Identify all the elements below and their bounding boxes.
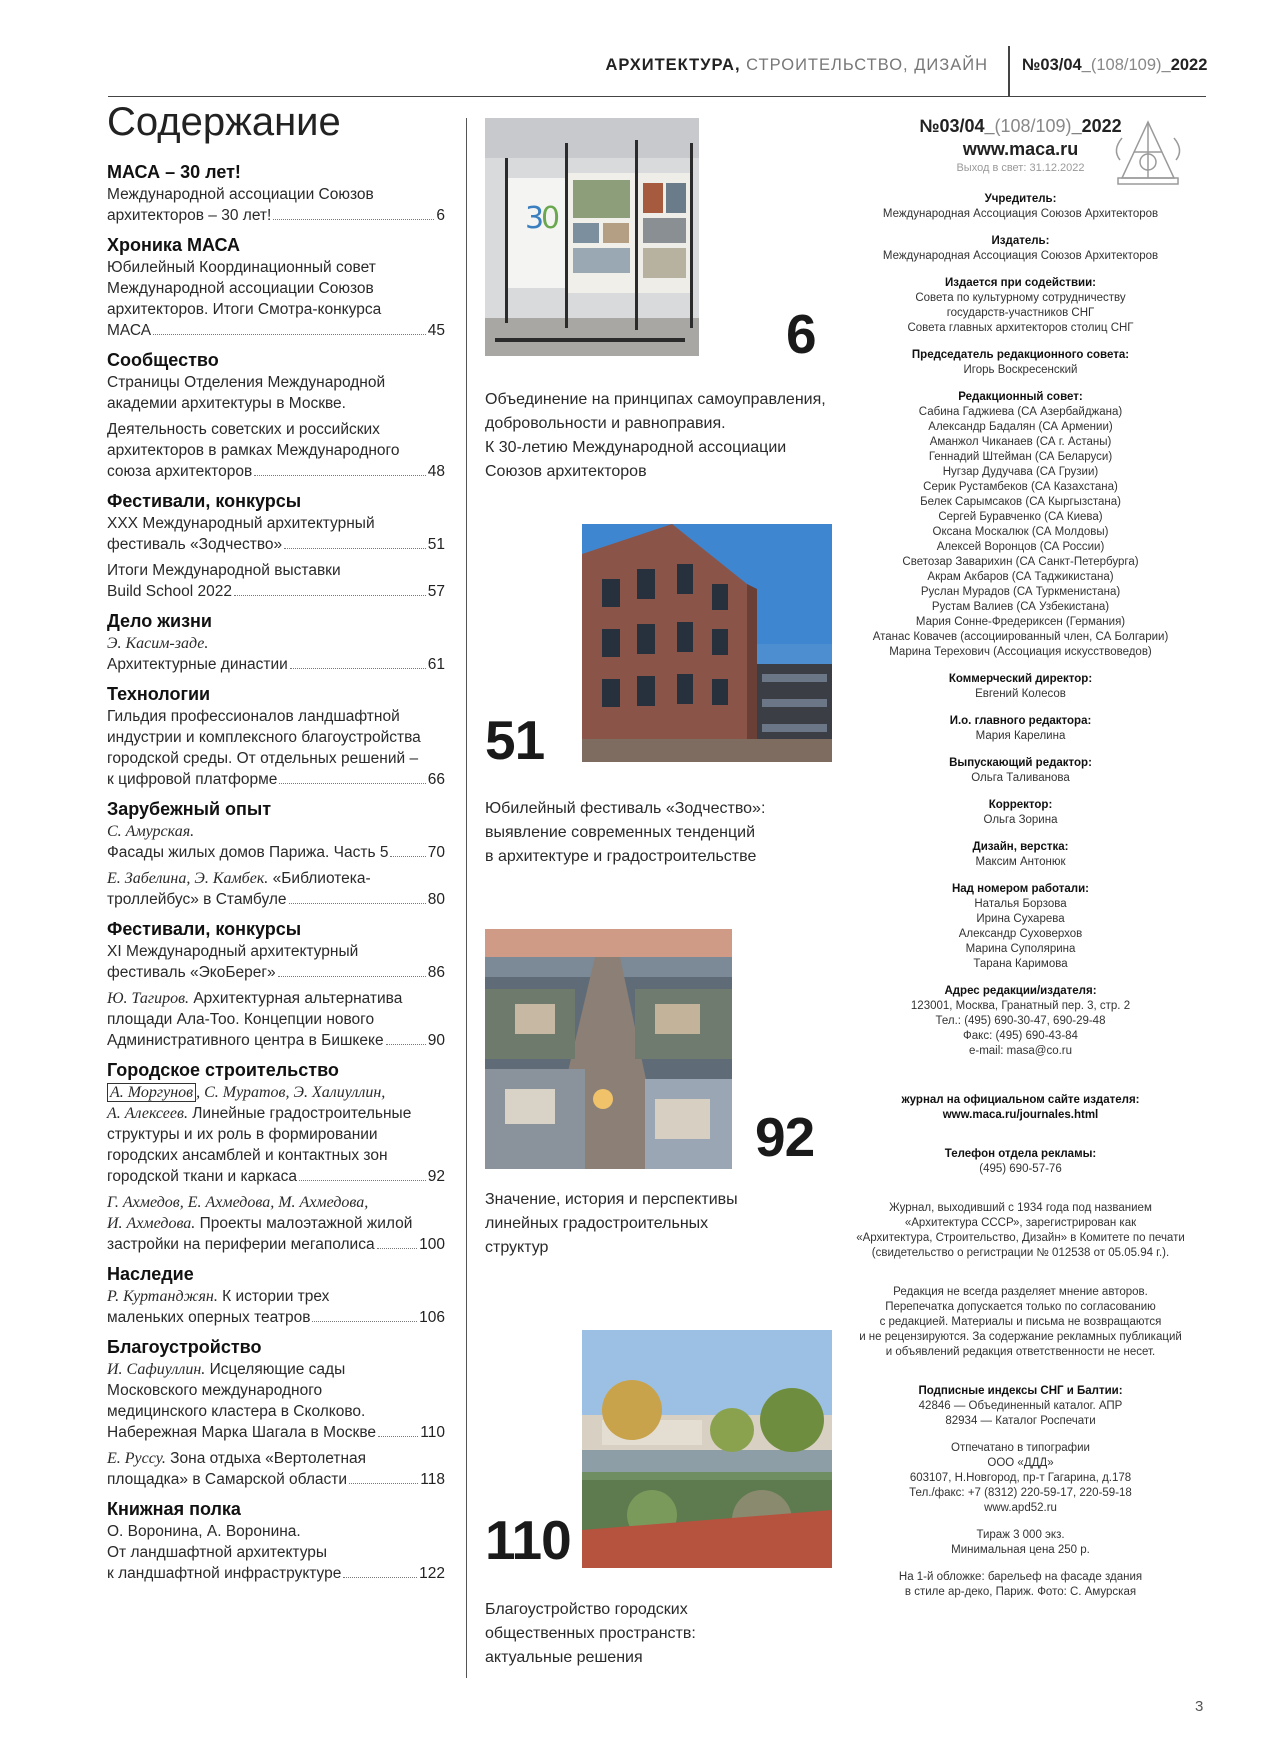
imprint-block-title: Издается при содействии: <box>944 277 1097 289</box>
imprint-line: Мария Карелина <box>975 730 1066 742</box>
toc-entry <box>107 868 445 910</box>
toc-entry <box>107 1359 445 1443</box>
toc-page-number: 6 <box>436 207 445 224</box>
toc-author: Е. Руссу. <box>107 1450 166 1467</box>
toc-section-heading: Книжная полка <box>107 1499 241 1519</box>
toc-section <box>107 233 445 341</box>
feature-number-92: 92 <box>755 1106 815 1168</box>
toc-entry <box>107 821 445 863</box>
toc-entry <box>107 513 445 555</box>
toc-entry-text: Архитектурные династии <box>107 656 288 673</box>
column-divider <box>466 118 467 1678</box>
toc-entry-lastline <box>107 1234 445 1255</box>
toc-entry-lastline <box>107 962 445 983</box>
toc-entry-line <box>107 1103 445 1124</box>
imprint-block <box>848 1528 1193 1558</box>
imprint-block <box>848 276 1193 336</box>
toc-entry-text: МАСА <box>107 322 152 339</box>
toc-entry <box>107 633 445 675</box>
toc-entry-text: Архитектурная альтернатива <box>193 990 403 1007</box>
toc-entry-text: Build School 2022 <box>107 583 232 600</box>
imprint-line: Тел./факс: +7 (8312) 220-59-17, 220-59-18 <box>909 1487 1132 1499</box>
toc-entry-lastline <box>107 889 445 910</box>
imprint-block <box>848 1201 1193 1261</box>
toc-entry-lastline <box>107 1422 445 1443</box>
toc-entry <box>107 1082 445 1187</box>
toc-entry-lastline <box>107 1563 445 1584</box>
imprint-block <box>848 348 1193 378</box>
imprint-block-title: Подписные индексы СНГ и Балтии: <box>918 1385 1123 1397</box>
toc-leader-dots <box>343 1576 417 1578</box>
imprint-line: www.maca.ru/journales.html <box>942 1109 1099 1121</box>
imprint-block <box>848 1570 1193 1600</box>
imprint-line: Журнал, выходивший с 1934 года под названием <box>889 1202 1152 1214</box>
imprint-line: Наталья Борзова <box>974 898 1067 910</box>
toc-entry-text: маленьких оперных театров <box>107 1309 311 1326</box>
toc-entry-text: троллейбус» в Стамбуле <box>107 891 287 908</box>
toc-authors-rest: , С. Муратов, Э. Халиуллин, <box>196 1084 386 1101</box>
toc-page-number: 118 <box>420 1471 445 1488</box>
toc-entry-line: архитекторов. Итоги Смотра-конкурса <box>107 301 382 318</box>
toc-section <box>107 348 445 482</box>
toc-entry <box>107 560 445 602</box>
imprint-block-title: Выпускающий редактор: <box>949 757 1092 769</box>
toc-entry-line: городской среды. От отдельных решений – <box>107 750 419 767</box>
imprint-block <box>848 798 1193 828</box>
imprint-line: Редакция не всегда разделяет мнение авторов. <box>893 1286 1148 1298</box>
imprint-line: 123001, Москва, Гранатный пер. 3, стр. 2 <box>910 1000 1131 1012</box>
imprint-block-title: Редакционный совет: <box>958 391 1083 403</box>
toc-entry-lastline <box>107 534 445 555</box>
toc-entry <box>107 419 445 482</box>
imprint-blocks <box>848 192 1193 1600</box>
toc-leader-dots <box>153 333 426 335</box>
toc-page-number: 57 <box>427 583 445 600</box>
toc-author: Ю. Тагиров. <box>107 990 190 1007</box>
toc-entry-line <box>107 988 445 1009</box>
toc-entry-lastline <box>107 461 445 482</box>
imprint-line: 42846 — Объединенный каталог. АПР <box>918 1400 1123 1412</box>
toc-entry-line: От ландшафтной архитектуры <box>107 1544 328 1561</box>
toc-entry-text: К истории трех <box>222 1288 330 1305</box>
toc-section-heading: Фестивали, конкурсы <box>107 919 302 939</box>
imprint-block <box>848 840 1193 870</box>
toc-entry-text: к ландшафтной инфраструктуре <box>107 1565 342 1582</box>
imprint-block <box>848 756 1193 786</box>
toc-entry-line: структуры и их роль в формировании <box>107 1126 378 1143</box>
toc-section-heading: Хроника МАСА <box>107 235 241 255</box>
toc-entry <box>107 988 445 1051</box>
imprint-line: с редакцией. Материалы и письма не возвращаются <box>879 1316 1162 1328</box>
toc-leader-dots <box>378 1435 418 1437</box>
toc-entry-text: Исцеляющие сады <box>209 1361 346 1378</box>
issue-number: №03/04_(108/109)_2022 <box>1022 56 1208 74</box>
photo-exhibition <box>485 118 699 356</box>
imprint-block <box>848 1441 1193 1516</box>
feature-number-51: 51 <box>485 709 545 771</box>
imprint-line: Руслан Мурадов (СА Туркменистана) <box>920 586 1121 598</box>
toc-page-number: 61 <box>427 656 445 673</box>
toc-entry-lastline <box>107 320 445 341</box>
toc-section-heading: Зарубежный опыт <box>107 799 272 819</box>
toc-entry-line: XI Международный архитектурный <box>107 943 359 960</box>
toc-entry-line <box>107 1359 445 1380</box>
toc-entry <box>107 1286 445 1328</box>
toc-entry-line <box>107 868 445 889</box>
imprint-issue: №03/04_(108/109)_2022 <box>919 116 1122 136</box>
toc-entry-line: Международной ассоциации Союзов <box>107 280 374 297</box>
imprint-date: Выход в свет: 31.12.2022 <box>956 162 1085 174</box>
toc-leader-dots <box>289 902 426 904</box>
toc-section-heading: Наследие <box>107 1264 194 1284</box>
imprint-line: Нугзар Дудучава (СА Грузии) <box>942 466 1099 478</box>
toc-author-boxed: А. Моргунов <box>107 1083 196 1102</box>
toc-entry-line: академии архитектуры в Москве. <box>107 395 346 412</box>
imprint-line: Максим Антонюк <box>975 856 1066 868</box>
imprint-line: Белек Сарымсаков (СА Кыргызстана) <box>920 496 1121 508</box>
publication-name: АРХИТЕКТУРА, СТРОИТЕЛЬСТВО, ДИЗАЙН <box>605 56 988 74</box>
imprint-url[interactable]: www.maca.ru <box>962 139 1079 159</box>
toc-entry-line: Страницы Отделения Международной <box>107 374 386 391</box>
imprint-line: «Архитектура, Строительство, Дизайн» в Комитете по печати <box>856 1232 1185 1244</box>
imprint-line: e-mail: masa@co.ru <box>968 1045 1073 1057</box>
toc-entry-lastline <box>107 1030 445 1051</box>
imprint-line: Сабина Гаджиева (СА Азербайджана) <box>918 406 1123 418</box>
toc-entry-lastline <box>107 1469 445 1490</box>
toc-author: А. Алексеев. <box>107 1105 188 1122</box>
toc-section <box>107 609 445 675</box>
toc-entry <box>107 1192 445 1255</box>
toc-entry-line: архитекторов в рамках Международного <box>107 442 400 459</box>
toc-author: И. Ахмедова. <box>107 1215 196 1232</box>
toc-authors-line <box>107 1082 445 1103</box>
toc-page-number: 90 <box>427 1032 445 1049</box>
imprint-line: и объявлений редакция ответственности не несет. <box>885 1346 1156 1358</box>
toc-section-heading: Технологии <box>107 684 211 704</box>
toc-leader-dots <box>349 1482 418 1484</box>
imprint-line: Совета по культурному сотрудничеству <box>915 292 1126 304</box>
toc-page-number: 66 <box>427 771 445 788</box>
imprint-line: Марина Терехович (Ассоциация искусствоведов) <box>889 646 1152 658</box>
imprint-line: Минимальная цена 250 р. <box>951 1544 1090 1556</box>
toc-entry-lastline <box>107 581 445 602</box>
feature-caption-92: Значение, история и перспективы линейных градостроительных структур <box>485 1191 738 1256</box>
toc-page-number: 100 <box>419 1236 445 1253</box>
toc-author: Г. Ахмедов, Е. Ахмедова, М. Ахмедова, <box>107 1194 369 1211</box>
toc-entry-lastline <box>107 842 445 863</box>
toc-section <box>107 1262 445 1328</box>
toc-entry <box>107 706 445 790</box>
toc-entry-text: застройки на периферии мегаполиса <box>107 1236 375 1253</box>
toc-section-heading: МАСА – 30 лет! <box>107 162 241 182</box>
toc-leader-dots <box>279 782 425 784</box>
toc-section-heading: Фестивали, конкурсы <box>107 491 302 511</box>
toc-page-number: 80 <box>427 891 445 908</box>
imprint-line: государств-участников СНГ <box>946 307 1095 319</box>
toc-entry-line <box>107 1213 445 1234</box>
imprint-block-title: журнал на официальном сайте издателя: <box>901 1094 1140 1106</box>
toc-entry-text: к цифровой платформе <box>107 771 278 788</box>
imprint-line: Факс: (495) 690-43-84 <box>963 1030 1078 1042</box>
toc-entry-lastline <box>107 769 445 790</box>
toc-page-number: 110 <box>420 1424 445 1441</box>
imprint-block <box>848 1384 1193 1429</box>
toc-section-heading: Дело жизни <box>107 611 212 631</box>
imprint-line: Тираж 3 000 экз. <box>976 1529 1065 1541</box>
feature-caption-51: Юбилейный фестиваль «Зодчество»: выявление современных тенденций в архитектуре и градостроительстве <box>485 800 766 865</box>
imprint-line: Марина Суполярина <box>965 943 1076 955</box>
imprint-line: www.apd52.ru <box>984 1502 1057 1514</box>
imprint-line: Международная Ассоциация Союзов Архитекторов <box>882 250 1159 262</box>
imprint-line: Светозар Заварихин (СА Санкт-Петербурга) <box>902 556 1139 568</box>
imprint-block-title: Корректор: <box>988 799 1053 811</box>
toc-title: Содержание <box>107 100 341 144</box>
imprint-line: 82934 — Каталог Роспечати <box>945 1415 1096 1427</box>
imprint-block-title: Телефон отдела рекламы: <box>944 1148 1097 1160</box>
toc-leader-dots <box>290 667 426 669</box>
feature-number-6: 6 <box>786 303 816 365</box>
imprint-line: Игорь Воскресенский <box>963 364 1078 376</box>
imprint-line: Отпечатано в типографии <box>951 1442 1090 1454</box>
imprint-line: Александр Суховерхов <box>958 928 1083 940</box>
toc-leader-dots <box>284 547 426 549</box>
toc-page-number: 70 <box>427 844 445 861</box>
page-number: 3 <box>1195 1698 1204 1715</box>
toc-entry-text: Зона отдыха «Вертолетная <box>170 1450 367 1467</box>
toc-entry-line <box>107 1448 445 1469</box>
imprint-line: и не рецензируются. За содержание рекламных публикаций <box>859 1331 1182 1343</box>
imprint-line: 603107, Н.Новгород, пр-т Гагарина, д.178 <box>909 1472 1132 1484</box>
toc-leader-dots <box>386 1043 426 1045</box>
imprint-block <box>848 714 1193 744</box>
toc-entry-line <box>107 1286 445 1307</box>
toc-page-number: 51 <box>427 536 445 553</box>
imprint-line: Серик Рустамбеков (СА Казахстана) <box>923 481 1118 493</box>
toc-section <box>107 489 445 602</box>
toc-entry-line: XXX Международный архитектурный <box>107 515 375 532</box>
toc-page-number: 122 <box>419 1565 445 1582</box>
maca-emblem-icon <box>1110 116 1186 192</box>
toc-entry <box>107 1448 445 1490</box>
toc-entry-line: О. Воронина, А. Воронина. <box>107 1523 301 1540</box>
toc-entry <box>107 941 445 983</box>
toc-entry-lastline <box>107 205 445 226</box>
imprint-line: Перепечатка допускается только по согласованию <box>885 1301 1156 1313</box>
imprint-line: Тел.: (495) 690-30-47, 690-29-48 <box>935 1015 1106 1027</box>
toc-leader-dots <box>254 474 426 476</box>
toc-author: С. Амурская. <box>107 823 195 840</box>
toc-entry-text: площадка» в Самарской области <box>107 1471 348 1488</box>
header-divider <box>1008 46 1010 96</box>
toc-leader-dots <box>377 1247 418 1249</box>
imprint-block-title: Издатель: <box>991 235 1050 247</box>
imprint-line: Оксана Москалюк (СА Молдовы) <box>932 526 1109 538</box>
imprint <box>848 115 1193 1612</box>
imprint-line: Международная Ассоциация Союзов Архитекторов <box>882 208 1159 220</box>
toc-author: Е. Забелина, Э. Камбек. <box>107 870 269 887</box>
toc-leader-dots <box>390 855 425 857</box>
imprint-line: Геннадий Штейман (СА Беларуси) <box>928 451 1113 463</box>
imprint-line: Мария Сонне-Фредериксен (Германия) <box>915 616 1126 628</box>
toc-section-heading: Городское строительство <box>107 1060 339 1080</box>
toc-entry-line: Итоги Международной выставки <box>107 562 341 579</box>
imprint-line: Ольга Таливанова <box>971 772 1070 784</box>
toc-entry-text: Административного центра в Бишкеке <box>107 1032 384 1049</box>
toc-author: Р. Куртанджян. <box>107 1288 218 1305</box>
toc-page-number: 48 <box>427 463 445 480</box>
toc-entry-line: Международной ассоциации Союзов <box>107 186 374 203</box>
imprint-line: Сергей Буравченко (СА Киева) <box>938 511 1103 523</box>
toc-section <box>107 1497 445 1584</box>
toc-entry-lastline <box>107 654 445 675</box>
imprint-line: Рустам Валиев (СА Узбекистана) <box>931 601 1110 613</box>
imprint-block-title: Учредитель: <box>984 193 1057 205</box>
imprint-block <box>848 672 1193 702</box>
toc-entry-text: «Библиотека- <box>272 870 371 887</box>
toc-entry-line: медицинского кластера в Сколково. <box>107 1403 366 1420</box>
imprint-line: Аманжол Чиканаев (СА г. Астаны) <box>929 436 1112 448</box>
toc-entry-text: архитекторов – 30 лет! <box>107 207 272 224</box>
imprint-block <box>848 882 1193 972</box>
toc-author: И. Сафиуллин. <box>107 1361 206 1378</box>
feature-caption-6: Объединение на принципах самоуправления, добровольности и равноправия. К 30-летию Международной ассоциации Союзов архитекторов <box>485 391 826 480</box>
toc-entry-text: Линейные градостроительные <box>187 1105 412 1122</box>
imprint-block <box>848 1285 1193 1360</box>
imprint-line: ООО «ДДД» <box>987 1457 1054 1469</box>
toc-entry-line: индустрии и комплексного благоустройства <box>107 729 421 746</box>
imprint-block-title: Адрес редакции/издателя: <box>944 985 1097 997</box>
imprint-line: Евгений Колесов <box>975 688 1066 700</box>
imprint-line: «Архитектура СССР», зарегистрирован как <box>904 1217 1137 1229</box>
imprint-block <box>848 234 1193 264</box>
imprint-block-title: Коммерческий директор: <box>948 673 1093 685</box>
toc-entry-line: Московского международного <box>107 1382 323 1399</box>
toc-section-heading: Благоустройство <box>107 1337 262 1357</box>
toc-leader-dots <box>278 975 426 977</box>
toc-section <box>107 682 445 790</box>
toc-entry-text: Набережная Марка Шагала в Москве <box>107 1424 377 1441</box>
toc-entry-line: площади Ала-Тоо. Концепции нового <box>107 1011 375 1028</box>
toc-entry-lastline <box>107 1307 445 1328</box>
toc-leader-dots <box>299 1179 426 1181</box>
feature-caption-110: Благоустройство городских общественных пространств: актуальные решения <box>485 1601 696 1666</box>
toc-page-number: 106 <box>419 1309 445 1326</box>
toc-entry-text: Фасады жилых домов Парижа. Часть 5 <box>107 844 389 861</box>
toc-leader-dots <box>273 218 434 220</box>
toc-page-number: 92 <box>427 1168 445 1185</box>
imprint-block <box>848 1093 1193 1123</box>
toc-section <box>107 917 445 1051</box>
imprint-block <box>848 390 1193 660</box>
imprint-block <box>848 984 1193 1059</box>
imprint-line: Тарана Каримова <box>973 958 1068 970</box>
toc-entry-line: Гильдия профессионалов ландшафтной <box>107 708 400 725</box>
toc-entry-text: Проекты малоэтажной жилой <box>199 1215 413 1232</box>
svg-text:0: 0 <box>541 201 561 236</box>
toc-section <box>107 797 445 910</box>
toc-entry-text: фестиваль «ЭкоБерег» <box>107 964 276 981</box>
feature-number-110: 110 <box>485 1509 571 1571</box>
svg-text:3: 3 <box>525 201 545 236</box>
toc-entry-text: фестиваль «Зодчество» <box>107 536 283 553</box>
imprint-line: Атанас Ковачев (ассоциированный член, СА Болгарии) <box>872 631 1169 643</box>
imprint-line: Александр Бадалян (СА Армении) <box>928 421 1113 433</box>
imprint-line: Ирина Сухарева <box>976 913 1065 925</box>
imprint-line: Акрам Акбаров (СА Таджикистана) <box>927 571 1114 583</box>
toc-entry-line: Юбилейный Координационный совет <box>107 259 376 276</box>
imprint-block <box>848 192 1193 222</box>
running-header <box>108 46 1206 97</box>
toc-entry-lastline <box>107 1166 445 1187</box>
imprint-line: (свидетельство о регистрации № 012538 от 05.05.94 г.). <box>871 1247 1170 1259</box>
toc-entry <box>107 1521 445 1584</box>
imprint-block-title: Председатель редакционного совета: <box>911 349 1130 361</box>
photo-aerial-city <box>485 929 732 1169</box>
imprint-line: На 1-й обложке: барельеф на фасаде здания <box>898 1571 1143 1583</box>
toc-entry-line: Деятельность советских и российских <box>107 421 380 438</box>
toc-page-number: 45 <box>427 322 445 339</box>
toc-section-heading: Сообщество <box>107 350 219 370</box>
toc-author: Э. Касим-заде. <box>107 635 209 652</box>
imprint-line: Совета главных архитекторов столиц СНГ <box>907 322 1134 334</box>
photo-embankment-park <box>582 1330 832 1568</box>
toc-leader-dots <box>312 1320 417 1322</box>
toc-section <box>107 1335 445 1490</box>
imprint-block-title: И.о. главного редактора: <box>949 715 1092 727</box>
toc-entry-text: союза архитекторов <box>107 463 253 480</box>
toc-section <box>107 160 445 226</box>
imprint-line: в стиле ар-деко, Париж. Фото: С. Амурская <box>904 1586 1137 1598</box>
toc-entry <box>107 372 445 414</box>
imprint-line: (495) 690-57-76 <box>979 1163 1062 1175</box>
toc-page-number: 86 <box>427 964 445 981</box>
imprint-block-title: Над номером работали: <box>951 883 1089 895</box>
toc-entry <box>107 184 445 226</box>
imprint-line: Алексей Воронцов (СА России) <box>936 541 1105 553</box>
photo-brick-building <box>582 524 832 762</box>
toc-leader-dots <box>234 594 426 596</box>
toc-entry-text: городской ткани и каркаса <box>107 1168 297 1185</box>
toc-entry-line: городских ансамблей и контактных зон <box>107 1147 388 1164</box>
toc-section <box>107 1058 445 1255</box>
toc-list <box>107 160 445 1591</box>
imprint-block <box>848 1147 1193 1177</box>
imprint-line: Ольга Зорина <box>983 814 1058 826</box>
imprint-block-title: Дизайн, верстка: <box>972 841 1069 853</box>
toc-entry <box>107 257 445 341</box>
